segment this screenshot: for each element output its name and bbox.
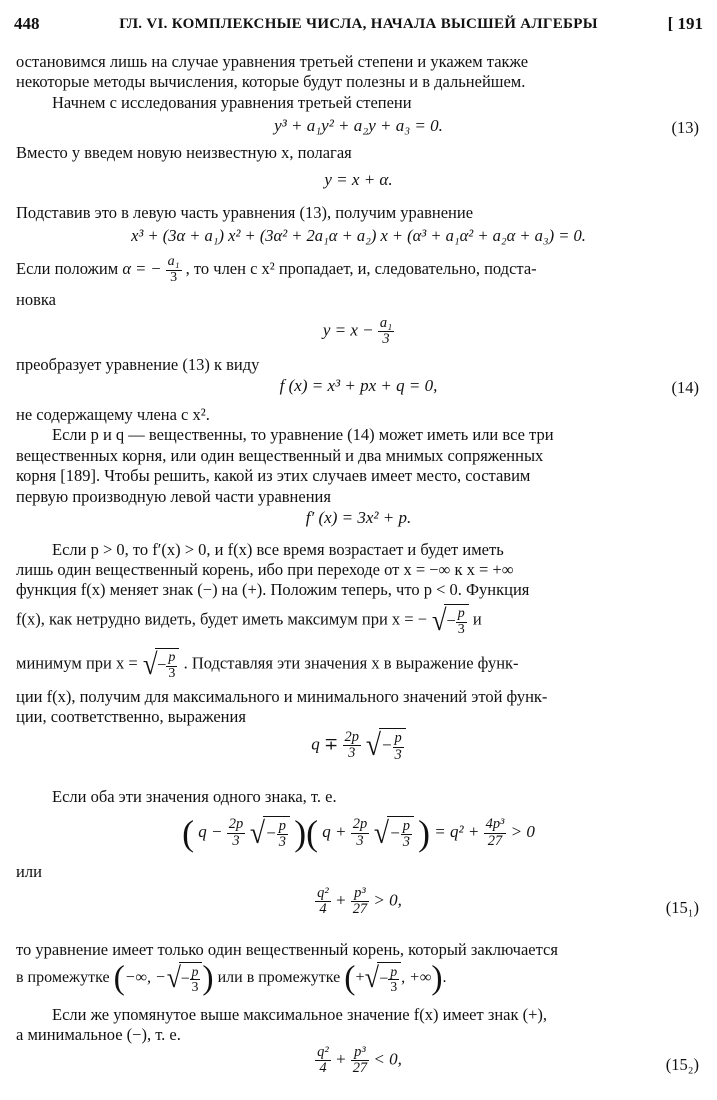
numerator: 2p xyxy=(228,816,244,833)
denominator: 3 xyxy=(191,979,199,995)
numerator: 2p xyxy=(344,728,359,745)
running-header xyxy=(14,14,703,38)
denominator: 3 xyxy=(382,331,390,348)
equation-number: (13) xyxy=(671,118,699,137)
fraction xyxy=(227,817,245,848)
numerator: 4p³ xyxy=(485,816,505,833)
expr: , +∞ xyxy=(401,968,432,986)
numerator: p xyxy=(402,817,410,834)
denominator: 3 xyxy=(168,665,176,681)
text-fragment: Если положим xyxy=(16,259,119,278)
text-line: или xyxy=(16,862,42,881)
denominator: 3 xyxy=(390,979,398,995)
paren: ) xyxy=(202,959,214,997)
denominator: 3 xyxy=(348,745,356,761)
section-number: [ 191 xyxy=(667,14,703,33)
text-line: функция f(x) меняет знак (−) на (+). Положим теперь, что p < 0. Функция xyxy=(16,580,530,599)
fraction xyxy=(378,316,394,347)
text-line: вещественных корня, или один вещественный и два мнимых сопряженных xyxy=(16,446,544,465)
square-root xyxy=(249,816,290,851)
numerator: p xyxy=(394,730,402,747)
inequality-15-2 xyxy=(0,1045,717,1076)
numerator: p xyxy=(278,817,286,834)
equation-lhs: q ∓ xyxy=(311,734,339,754)
fraction xyxy=(456,607,467,637)
fraction xyxy=(343,730,361,761)
denominator: 3 xyxy=(394,746,402,763)
page-number: 448 xyxy=(14,14,40,33)
numerator: p³ xyxy=(351,1045,369,1061)
text-line: некоторые методы вычисления, которые будут полезны и в дальнейшем. xyxy=(16,72,526,91)
text-fragment: . Подставляя эти значения x в выражение функ- xyxy=(183,653,519,673)
text-fragment: , то член с x² пропадает, и, следовательно, подста- xyxy=(185,259,537,278)
fraction xyxy=(315,886,331,917)
paren: ( xyxy=(182,813,195,853)
text-line: в промежутке (−∞, −√− $\frac{p}{3}$ ) или в промежутке (+√− $\frac{p}{3}$ , +∞). xyxy=(16,959,447,997)
minus-sign: − xyxy=(381,735,393,755)
substitution-equation xyxy=(0,316,717,347)
radicand xyxy=(155,648,179,681)
text-line: Начнем с исследования уравнения третьей степени xyxy=(52,93,412,112)
fraction xyxy=(351,1045,369,1076)
numerator: p xyxy=(168,650,176,665)
radical-sign: √ xyxy=(166,962,181,995)
fraction xyxy=(388,965,399,995)
minus-sign: − xyxy=(265,823,277,843)
text-line: первую производную левой части уравнения xyxy=(16,487,331,506)
equation-number: (14) xyxy=(671,378,699,397)
denominator: 27 xyxy=(352,1060,368,1077)
text-line xyxy=(16,604,701,637)
numerator: q² xyxy=(317,1044,329,1060)
paren: ) xyxy=(294,813,307,853)
denominator: 4 xyxy=(319,1060,327,1077)
denominator: 4 xyxy=(319,901,327,918)
numerator: 2p xyxy=(352,816,368,833)
radicand xyxy=(179,962,203,995)
text-line: Если p > 0, то f′(x) > 0, и f(x) все время возрастает и будет иметь xyxy=(52,540,504,559)
paren: ) xyxy=(431,959,443,997)
square-root xyxy=(166,962,203,995)
fraction xyxy=(393,731,404,762)
denominator: 27 xyxy=(487,832,503,849)
text-line: новка xyxy=(16,290,56,309)
fraction xyxy=(166,651,177,681)
paren: ) xyxy=(418,813,431,853)
text-line: то уравнение имеет только один вещественный корень, который заключается xyxy=(16,940,558,959)
paren: ( xyxy=(344,959,356,997)
paren: ( xyxy=(113,959,125,997)
expr: + xyxy=(355,968,365,986)
text-line: Если p и q — вещественны, то уравнение (14) может иметь или все три xyxy=(52,425,554,444)
expr: > 0, xyxy=(373,890,402,910)
denominator: 3 xyxy=(278,834,286,850)
radical-sign: √ xyxy=(250,815,266,850)
fraction xyxy=(277,819,288,850)
fraction xyxy=(401,819,412,850)
equation-14: f (x) = x³ + px + q = 0, xyxy=(279,376,438,395)
fraction xyxy=(484,817,507,848)
square-root xyxy=(373,816,414,851)
radicand xyxy=(377,962,401,995)
numerator: a₁ xyxy=(167,254,180,269)
text-line: не содержащему члена с x². xyxy=(16,405,210,424)
equation-13: y³ + a₁y² + a₂y + a₃ = 0. xyxy=(274,116,443,135)
denominator: 3 xyxy=(402,834,410,850)
inequality-15-1 xyxy=(0,886,717,917)
fraction xyxy=(166,255,182,285)
numerator: a₁ xyxy=(379,315,393,331)
fraction xyxy=(190,965,201,995)
text-line: а минимальное (−), т. е. xyxy=(16,1025,181,1044)
extremum-expression xyxy=(0,728,717,763)
text-line: остановимся лишь на случае уравнения третьей степени и укажем также xyxy=(16,52,529,71)
radicand xyxy=(444,604,468,637)
minus-sign: − xyxy=(157,655,167,674)
text-line: преобразует уравнение (13) к виду xyxy=(16,355,260,374)
expr: q − xyxy=(198,821,223,841)
text-fragment: и xyxy=(472,609,482,629)
text-line: Подставив это в левую часть уравнения (13), получим уравнение xyxy=(16,203,474,222)
text-line: Если оба эти значения одного знака, т. е. xyxy=(52,787,337,806)
radicand xyxy=(387,816,414,850)
numerator: q² xyxy=(317,885,329,901)
fraction xyxy=(315,1045,331,1076)
expr: < 0, xyxy=(373,1049,402,1069)
fraction xyxy=(351,817,369,848)
text-fragment: или в промежутке xyxy=(217,968,341,986)
square-root xyxy=(365,728,406,763)
expr: + xyxy=(334,890,347,910)
square-root xyxy=(431,604,469,637)
alpha-expression: α = − xyxy=(122,259,162,278)
expr: + xyxy=(334,1049,347,1069)
text-line: ции, соответственно, выражения xyxy=(16,707,246,726)
text-line: ции f(x), получим для максимального и минимального значений этой функ- xyxy=(16,687,548,706)
square-root xyxy=(364,962,401,995)
product-inequality xyxy=(0,812,717,854)
numerator: p³ xyxy=(351,886,369,902)
square-root xyxy=(142,648,180,681)
substitution-equation: y = x + α. xyxy=(324,170,393,189)
text-line xyxy=(16,255,701,285)
text-fragment: в промежутке xyxy=(16,968,110,986)
derivative-equation: f′ (x) = 3x² + p. xyxy=(305,508,412,527)
text-line: корня [189]. Чтобы решить, какой из этих случаев имеет место, составим xyxy=(16,466,531,485)
equation-number: (15₁) xyxy=(665,898,699,917)
text-line: Вместо y введем новую неизвестную x, полагая xyxy=(16,143,352,162)
radical-sign: √ xyxy=(365,962,380,995)
running-title: ГЛ. VI. КОМПЛЕКСНЫЕ ЧИСЛА, НАЧАЛА ВЫСШЕЙ АЛГЕБРЫ xyxy=(119,16,598,32)
numerator: p xyxy=(457,606,465,621)
radical-sign: √ xyxy=(366,728,382,762)
text-line: Если же упомянутое выше максимальное значение f(x) имеет знак (+), xyxy=(52,1005,548,1024)
numerator: p xyxy=(390,964,398,979)
radical-sign: √ xyxy=(431,604,447,637)
minus-sign: − xyxy=(446,611,456,630)
equation-lhs: y = x − xyxy=(322,320,374,340)
denominator: 3 xyxy=(170,269,178,285)
minus-sign: − xyxy=(389,823,401,843)
numerator: p xyxy=(191,964,199,979)
text-line xyxy=(16,648,701,681)
expr: = q² + xyxy=(434,821,480,841)
denominator: 3 xyxy=(232,832,240,849)
expanded-equation: x³ + (3α + a₁) x² + (3α² + 2a₁α + a₂) x + (α³ + a₁α² + a₂α + a₃) = 0. xyxy=(131,226,586,245)
minus-sign: − xyxy=(379,970,389,988)
text-line: лишь один вещественный корень, ибо при переходе от x = −∞ к x = +∞ xyxy=(16,560,514,579)
radicand xyxy=(263,816,290,850)
expr: > 0 xyxy=(510,821,535,841)
denominator: 3 xyxy=(356,832,364,849)
expr: q + xyxy=(322,821,347,841)
equation-number: (15₂) xyxy=(665,1055,699,1074)
radicand xyxy=(379,728,406,762)
text-fragment: f(x), как нетрудно видеть, будет иметь максимум при x = − xyxy=(16,609,428,629)
radical-sign: √ xyxy=(142,648,158,681)
radical-sign: √ xyxy=(374,815,390,850)
fraction xyxy=(351,886,369,917)
text-fragment: минимум при x = xyxy=(16,653,138,673)
paren: ( xyxy=(306,813,318,853)
denominator: 3 xyxy=(457,621,465,637)
denominator: 27 xyxy=(352,901,368,918)
minus-sign: − xyxy=(180,970,190,988)
expr: −∞, − xyxy=(124,968,166,986)
